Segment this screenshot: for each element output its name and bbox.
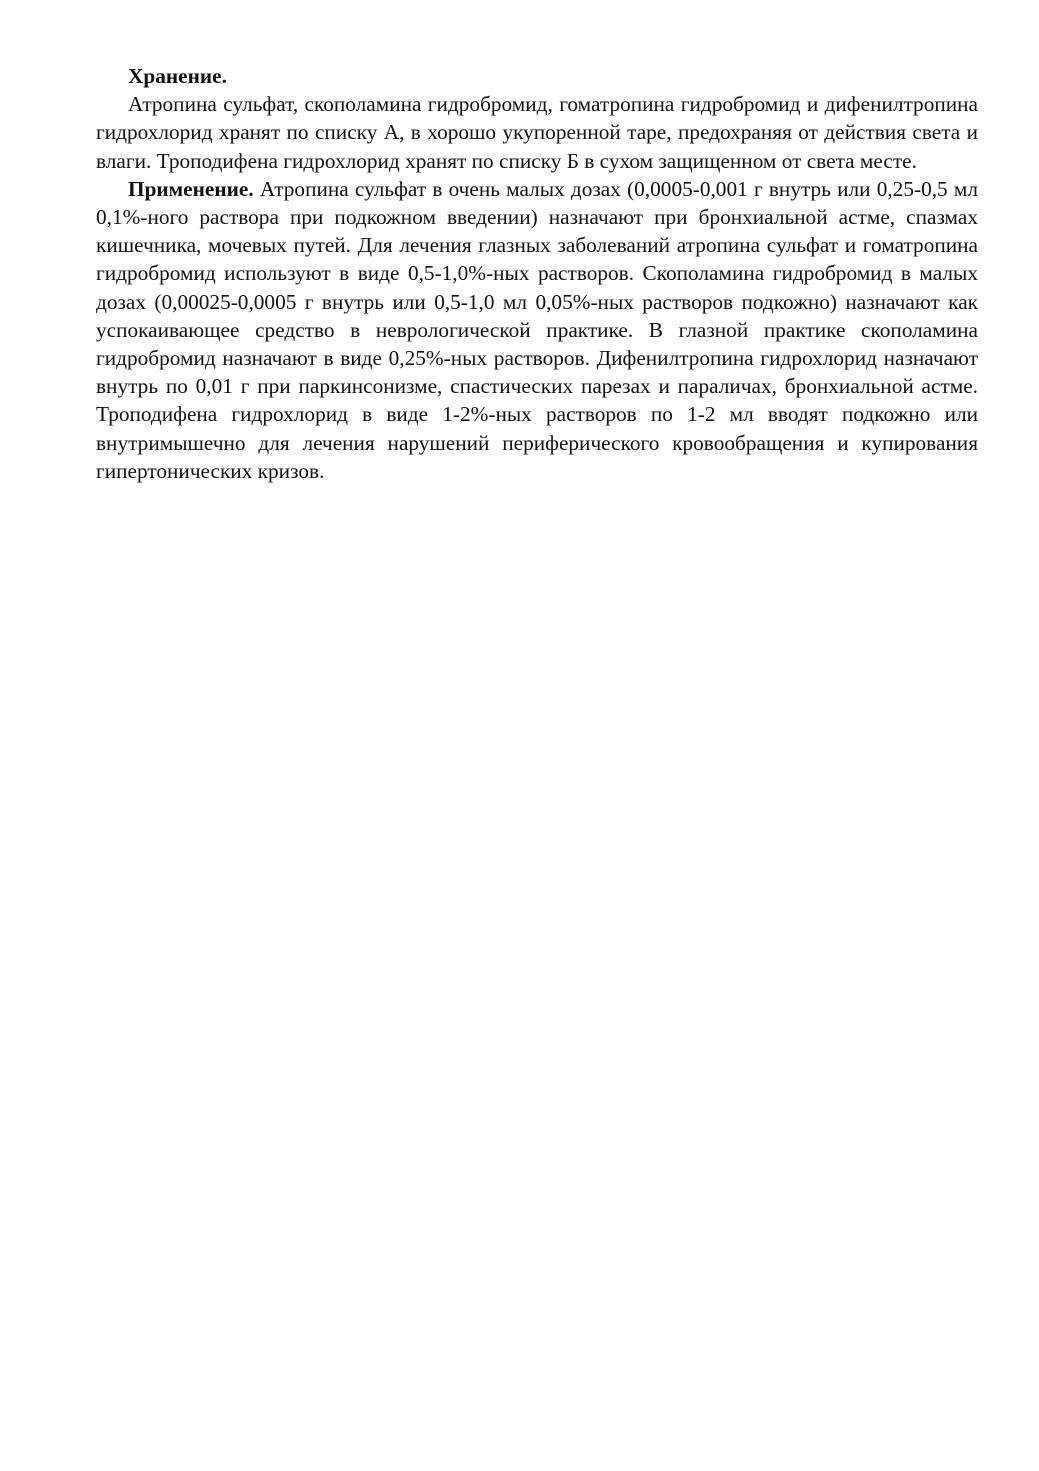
application-heading: Применение. (128, 176, 254, 201)
storage-paragraph: Атропина сульфат, скополамина гидробромид, гоматропина гидробромид и дифенилтропина гидрохлорид хранят по списку А, в хорошо укупоренной таре, предохраняя от действия света и влаги. Троподифена гидрохлорид хранят по списку Б в сухом защищенном от света месте. (96, 92, 978, 173)
storage-heading: Хранение. (128, 64, 227, 88)
application-paragraph (96, 175, 978, 485)
application-text: Атропина сульфат в очень малых дозах (0,0005-0,001 г внутрь или 0,25-0,5 мл 0,1%-ного раствора при подкожном введении) назначают при бронхиальной астме, спазмах кишечника, мочевых путей. Для лечения глазных заболеваний атропина сульфат и гоматропина гидробромид используют в виде 0,5-1,0%-ных растворов. Скополамина гидробромид в малых дозах (0,00025-0,0005 г внутрь или 0,5-1,0 мл 0,05%-ных растворов подкожно) назначают как успокаивающее средство в неврологической практике. В глазной практике скополамина гидробромид назначают в виде 0,25%-ных растворов. Дифенилтропина гидрохлорид назначают внутрь по 0,01 г при паркинсонизме, спастических парезах и параличах, бронхиальной астме. Троподифена гидрохлорид в виде 1-2%-ных растворов по 1-2 мл вводят подкожно или внутримышечно для лечения нарушений периферического кровообращения и купирования гипертонических кризов. (96, 176, 978, 483)
document-page (96, 62, 978, 485)
